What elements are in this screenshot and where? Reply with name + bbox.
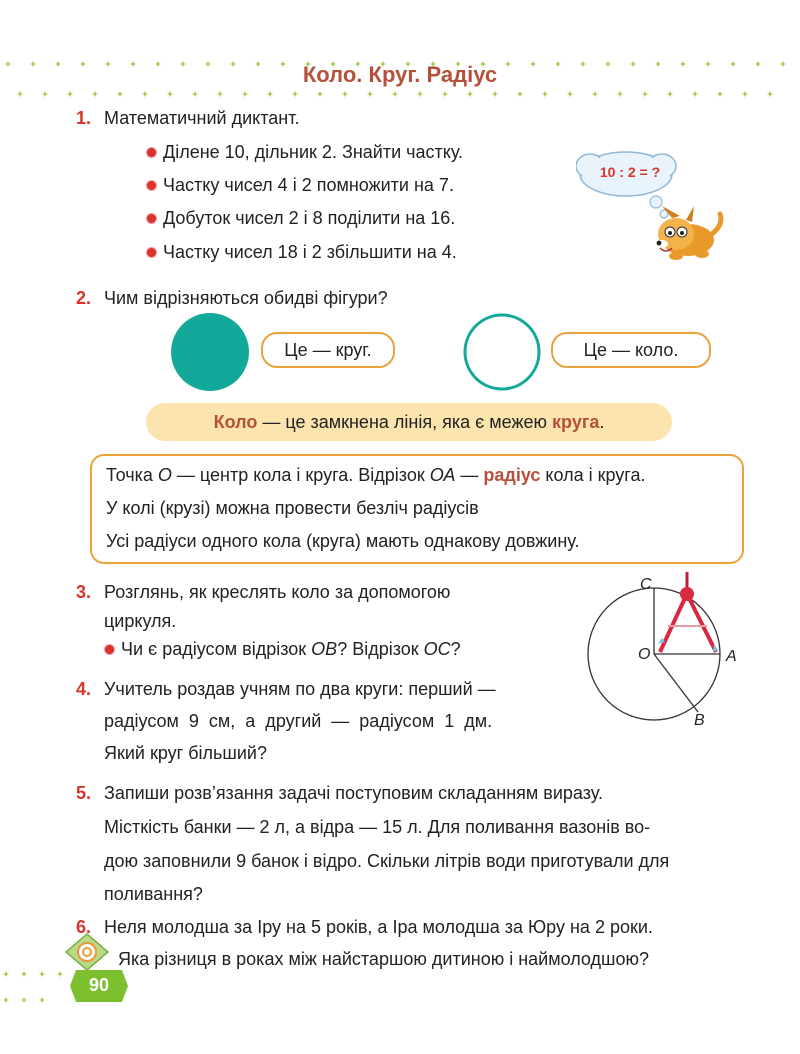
box-line-1: Точка О — центр кола і круга. Відрізок ОА — радіус кола і круга. — [106, 465, 646, 485]
point-label-O: O — [638, 646, 651, 663]
star-icon — [167, 91, 174, 98]
star-icon — [342, 91, 349, 98]
star-icon — [242, 91, 249, 98]
thought-bubble-text: 10 : 2 = ? — [599, 164, 661, 180]
page-number: 90 — [88, 975, 110, 995]
task-6-number: 6. — [76, 917, 92, 937]
task-2-number: 2. — [76, 288, 92, 308]
outline-circle-figure — [462, 312, 546, 396]
compass-icon — [658, 572, 718, 652]
box-line-2: У колі (крузі) можна провести безліч радіусів — [106, 498, 479, 518]
task-3-line-1: Розглянь, як креслять коло за допомогою — [104, 582, 451, 602]
star-icon — [642, 91, 649, 98]
label-circle-filled: Це — круг. — [261, 332, 395, 368]
star-icon — [192, 91, 199, 98]
star-icon — [17, 91, 24, 98]
star-icon — [417, 91, 424, 98]
star-icon — [292, 91, 299, 98]
filled-circle-figure — [170, 312, 254, 396]
star-icon — [142, 91, 149, 98]
task-5-line-3: дою заповнили 9 банок і відро. Скільки літрів води приготували для — [104, 851, 670, 871]
compass-circle-diagram — [586, 566, 736, 736]
star-icon — [567, 91, 574, 98]
task-4-number: 4. — [76, 679, 92, 699]
star-icon — [692, 91, 699, 98]
task-5-number: 5. — [76, 783, 92, 803]
bullet-icon — [104, 644, 115, 655]
bullet-icon — [146, 247, 157, 258]
star-icon — [67, 91, 74, 98]
task-6-line-2: Яка різниця в роках між найстаршою дитиною і наймолодшою? — [118, 949, 649, 969]
task-4-line-3: Який круг більший? — [104, 743, 267, 763]
bullet-icon — [146, 213, 157, 224]
task-1-item: Добуток чисел 2 і 8 поділити на 16. — [146, 201, 455, 235]
task-3-line-2: циркуля. — [104, 611, 177, 631]
star-icon — [117, 91, 124, 98]
task-4-line-1: Учитель роздав учням по два круги: перший — — [104, 679, 496, 699]
page-title: Коло. Круг. Радіус — [302, 62, 498, 87]
star-icon — [317, 91, 324, 98]
task-1-item: Частку чисел 18 і 2 збільшити на 4. — [146, 235, 457, 269]
bullet-icon — [146, 180, 157, 191]
task-1-text: Математичний диктант. — [104, 108, 300, 128]
task-3-number: 3. — [76, 582, 92, 602]
star-icon — [717, 91, 724, 98]
task-2-text: Чим відрізняються обидві фігури? — [104, 288, 388, 308]
star-icon — [217, 91, 224, 98]
task-5-line-1: Запиши розв’язання задачі поступовим складанням виразу. — [104, 783, 603, 803]
segment-OB — [654, 654, 698, 712]
task-1-item: Частку чисел 4 і 2 помножити на 7. — [146, 168, 454, 202]
star-icon — [267, 91, 274, 98]
star-icon — [21, 997, 27, 1003]
star-icon — [442, 91, 449, 98]
box-line-3: Усі радіуси одного кола (круга) мають однакову довжину. — [106, 531, 580, 551]
point-label-A: A — [726, 648, 737, 665]
star-icon — [542, 91, 549, 98]
star-icon — [39, 971, 45, 977]
star-icon — [57, 971, 63, 977]
star-icon — [92, 91, 99, 98]
task-5-line-2: Місткість банки — 2 л, а відра — 15 л. Для поливання вазонів во- — [104, 817, 651, 837]
star-icon — [767, 91, 774, 98]
task-1-item: Ділене 10, дільник 2. Знайти частку. — [146, 135, 463, 169]
star-icon — [667, 91, 674, 98]
point-label-B: B — [694, 712, 705, 729]
definition-band: Коло — це замкнена лінія, яка є межею круга. — [146, 403, 672, 441]
star-icon — [392, 91, 399, 98]
point-label-C: C — [640, 576, 652, 593]
star-icon — [617, 91, 624, 98]
task-4-line-2: радіусом 9 см, а другий — радіусом 1 дм. — [104, 711, 493, 731]
star-icon — [742, 91, 749, 98]
task-6-line-1: Неля молодша за Іру на 5 років, а Іра молодша за Юру на 2 роки. — [104, 917, 653, 937]
star-icon — [3, 971, 9, 977]
star-icon — [21, 971, 27, 977]
star-icon — [467, 91, 474, 98]
label-circle-outline: Це — коло. — [551, 332, 711, 368]
star-icon — [492, 91, 499, 98]
star-icon — [42, 91, 49, 98]
task-5-line-4: поливання? — [104, 884, 203, 904]
task-3-question: Чи є радіусом відрізок ОВ? Відрізок ОС? — [104, 632, 461, 666]
bullet-icon — [146, 147, 157, 158]
star-icon — [39, 997, 45, 1003]
star-icon — [3, 997, 9, 1003]
star-icon — [592, 91, 599, 98]
star-icon — [367, 91, 374, 98]
task-1-number: 1. — [76, 108, 92, 128]
star-icon — [517, 91, 524, 98]
